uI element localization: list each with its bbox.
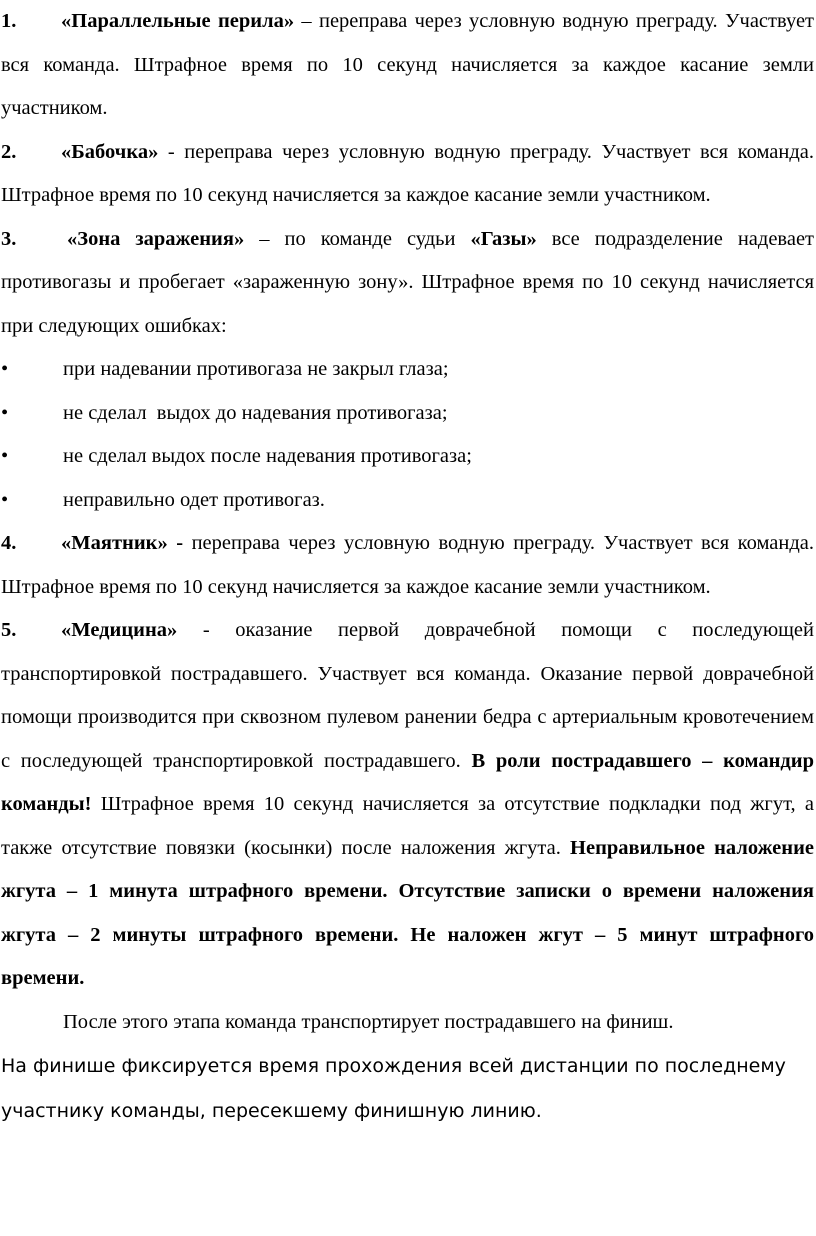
list-item-text: неправильно одет противогаз.: [63, 488, 325, 511]
item-title: «Параллельные перила»: [61, 10, 295, 32]
list-item: [1, 348, 814, 392]
item-title: «Медицина»: [61, 619, 178, 641]
item-number: 1.: [1, 10, 17, 32]
after-stage-text: После этого этапа команда транспортирует пострадавшего на финиш.: [63, 1010, 674, 1033]
bullet-icon: •: [1, 401, 9, 424]
item-butterfly: [1, 131, 814, 218]
item-title: «Зона заражения»: [67, 227, 245, 250]
list-item-text: не сделал выдох до надевания противогаза;: [63, 401, 448, 424]
item-text: все подразделение надевает противогазы и пробегает «зараженную зону». Штрафное время по 10 секунд начисляется при следующих ошибках:: [1, 227, 814, 337]
item-text: Штрафное время 10 секунд начисляется за отсутствие подкладки под жгут, а также отсутствие повязки (косынки) после наложения жгута.: [1, 793, 814, 859]
item-text: - переправа через условную водную преграду. Участвует вся команда. Штрафное время по 10 секунд начисляется за каждое касание земли участником.: [1, 140, 814, 206]
list-item: [1, 392, 814, 436]
item-medicine: [1, 609, 814, 1001]
finish-text: На финише фиксируется время прохождения всей дистанции по последнему участнику команды, пересекшему финишную линию.: [1, 1055, 786, 1122]
item-title: «Бабочка»: [61, 140, 159, 163]
list-item: [1, 479, 814, 523]
item-number: 3.: [1, 227, 17, 250]
item-number: 2.: [1, 140, 17, 163]
item-text: - оказание первой доврачебной помощи с последующей транспортировкой пострадавшего. Участвует вся команда. Оказание первой доврачебной помощи производится при сквозном пулевом ранении бедра с артериальным кровотечением с последующей транспортировкой пострадавшего.: [1, 619, 814, 772]
item-number: 5.: [1, 619, 17, 641]
item-parallel-rails: [1, 0, 814, 131]
item-pendulum: [1, 522, 814, 609]
item-emphasis: В роли пострадавшего – командир команды!: [1, 749, 814, 815]
bullet-icon: •: [1, 488, 9, 511]
item-text: – по команде судьи: [244, 227, 471, 250]
item-contamination-zone: [1, 218, 814, 349]
item-title: «Маятник» -: [61, 532, 184, 554]
item-text: – переправа через условную водную преграду. Участвует вся команда. Штрафное время по 10 секунд начисляется за каждое касание земли участником.: [1, 10, 815, 119]
list-item-text: не сделал выдох после надевания противогаза;: [63, 445, 472, 467]
item-text: переправа через условную водную преграду. Участвует вся команда. Штрафное время по 10 секунд начисляется за каждое касание земли участником.: [1, 532, 814, 598]
item-number: 4.: [1, 532, 17, 554]
bullet-icon: •: [1, 358, 9, 380]
item-penalties: Неправильное наложение жгута – 1 минута штрафного времени. Отсутствие записки о времени наложения жгута – 2 минуты штрафного времени. Не наложен жгут – 5 минут штрафного времени.: [1, 836, 815, 989]
list-item: [1, 435, 814, 479]
item-command: «Газы»: [470, 227, 537, 250]
list-item-text: при надевании противогаза не закрыл глаза;: [63, 358, 449, 380]
bullet-icon: •: [1, 445, 9, 467]
